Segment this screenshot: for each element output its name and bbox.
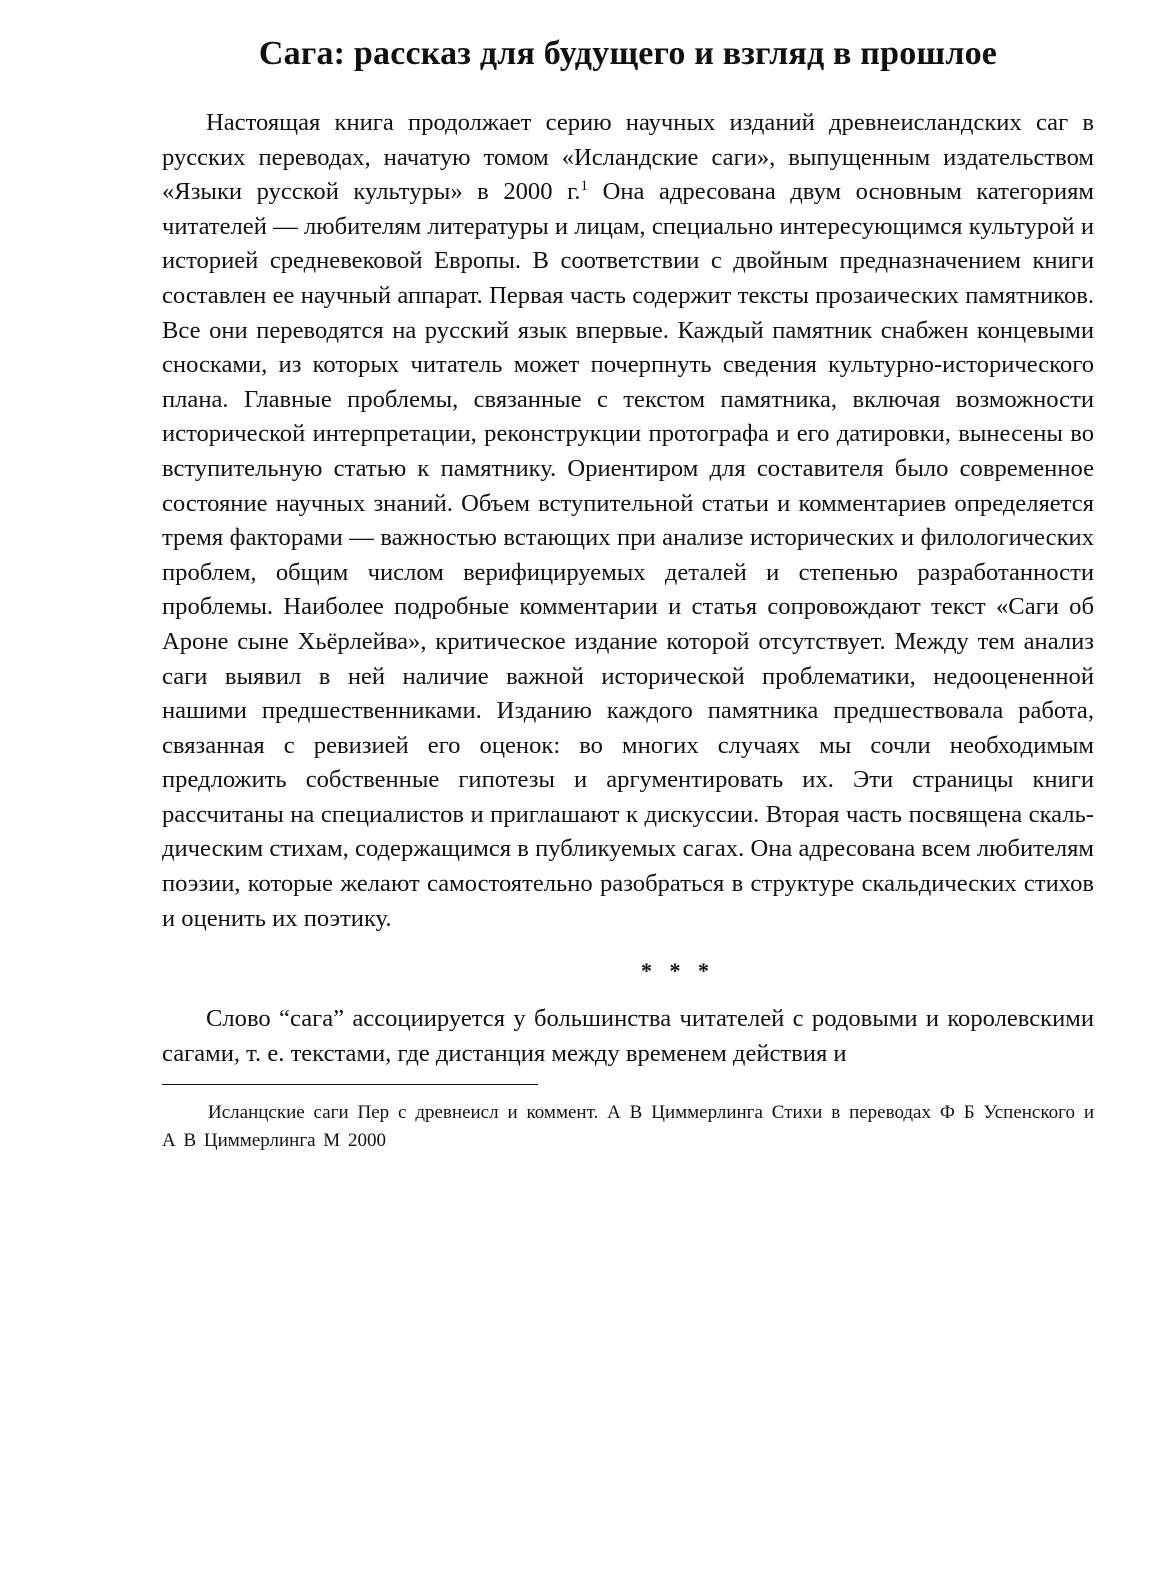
section-separator: * * * [641, 958, 715, 984]
footnote-rule [162, 1084, 538, 1085]
paragraph-1-text-before-note: Настоящая книга продолжает серию научных изданий древнеисландских саг в русских переводах, начатую томом «Исландские саги», выпущенным издательством «Языки русской культуры» в 2000 г. [162, 109, 1094, 206]
footnote-1: Исланцские саги Пер с древнеисл и коммент. А В Циммерлинга Стихи в переводах Ф Б Успенского и А В Циммерлинга М 2000 [162, 1102, 1094, 1152]
footnote-reference-1: 1 [580, 178, 589, 194]
body-paragraph-1 [162, 106, 1094, 936]
body-paragraph-2: Слово “сага” ассоциируется у большинства читателей с родовыми и королевскими сагами, т. е. текстами, где дистанция между временем действия и [162, 1005, 1094, 1067]
page-title: Сага: рассказ для будущего и взгляд в прошлое [258, 35, 998, 72]
document-page [162, 28, 1094, 1155]
paragraph-1-text-after-note: Она адресована двум основным категориям читателей — любителям литературы и лицам, специально интересующимся культурой и историей средневековой Европы. В соответствии с двойным предназначением книги составлен ее научный аппарат. Первая часть содержит тексты прозаических памятников. Все они переводятся на русский язык впервые. Каждый памятник снабжен концевыми сносками, из которых читатель может почерпнуть сведения культурно-исторического плана. Главные проблемы, связанные с текстом памятника, включая возможности исторической интерпретации, реконструкции протографа и его датировки, вынесены во вступительную статью к памятнику. Ориентиром для составителя было современное состояние научных знаний. Объем вступительной статьи и комментариев определяется тремя факторами — важностью встающих при анализе исторических и филологических проблем, общим числом верифицируемых деталей и степенью разработанности проблемы. Наиболее подробные комментарии и статья сопровождают текст «Саги об Ароне сыне Хьёрлейва», критическое издание которой отсутствует. Между тем анализ саги выявил в ней наличие важной исторической проблематики, недооцененной нашими предшественниками. Изданию каждого памятника предшествовала работа, связанная с ревизией его оценок: во многих случаях мы сочли необходимым предложить собственные гипотезы и аргументировать их. Эти страницы книги рассчитаны на специалистов и приглашают к дискуссии. Вторая часть посвящена скальдическим стихам, содержащимся в публикуемых сагах. Она адресована всем любителям поэзии, которые желают самостоятельно разобраться в структуре скальдических стихов и оценить их поэтику. [162, 178, 1094, 932]
